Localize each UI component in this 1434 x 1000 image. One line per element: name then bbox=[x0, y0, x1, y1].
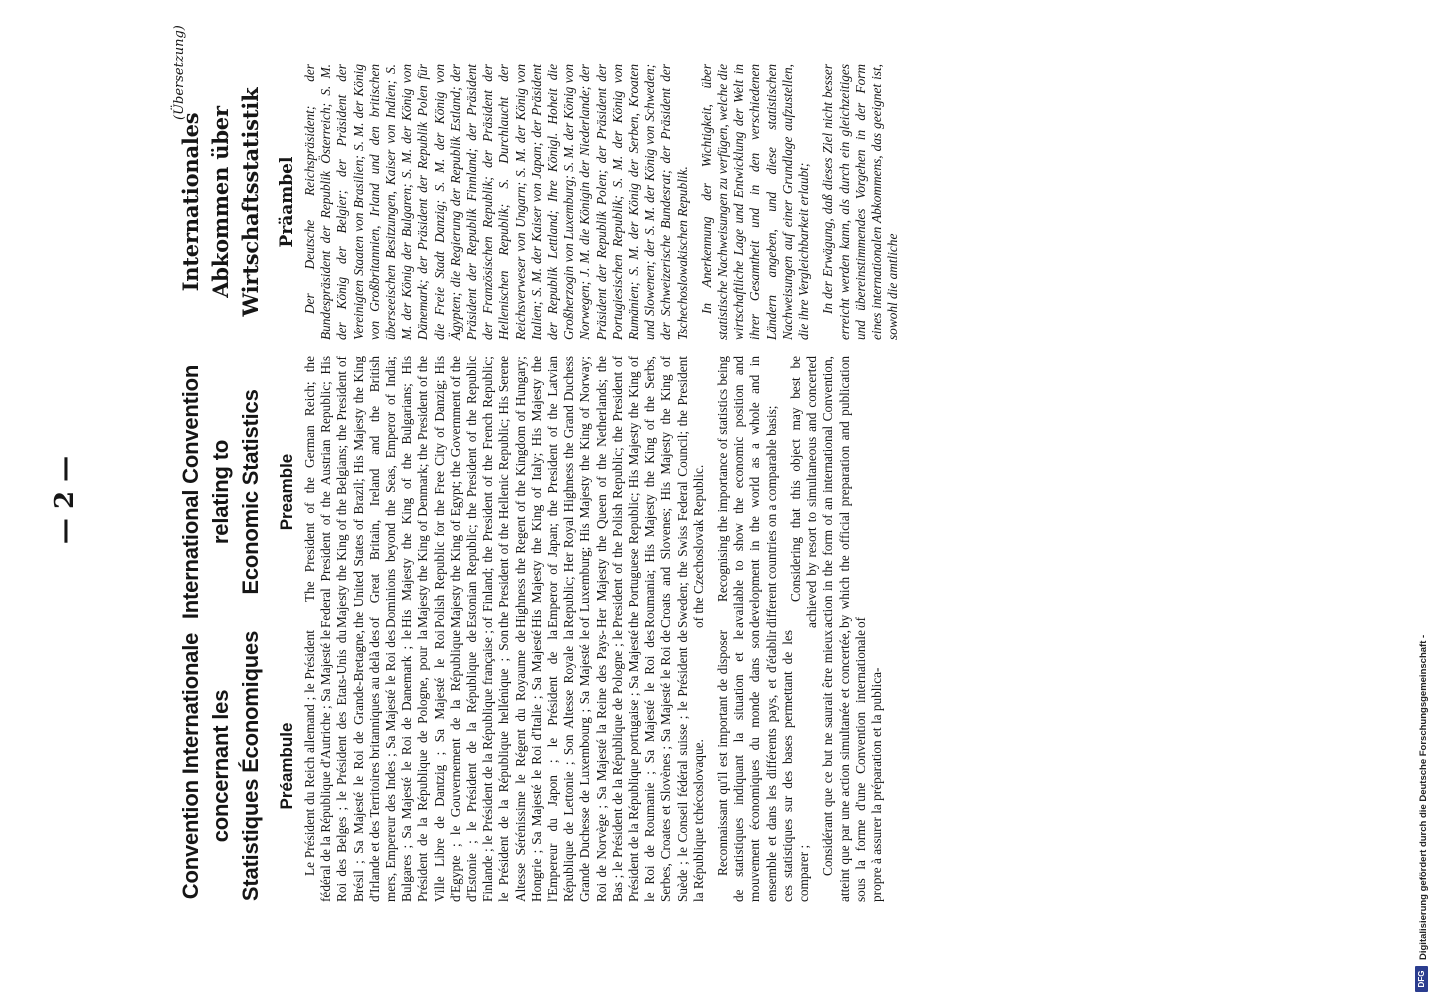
german-paragraph: Der Deutsche Reichspräsident; der Bundespräsident der Republik Österreich; S. M. der König der Belgier; der Präsident der Vereinigten Staaten von Brasilien; S. M. der König von Großbritannien, Irland und den britischen überseeischen Besitzungen, Kaiser von Indien; S. M. der König der Bulgaren; S. M. der König von Dänemark; der Präsident der Republik Polen für die Freie Stadt Danzig; S. M. der König von Ägypten; die Regierung der Republik Estland; der Präsident der Republik Finnland; der Präsident der Französischen Republik; der Präsident der Hellenischen Republik; S. Durchlaucht der Reichsverweser von Ungarn; S. M. der König von Italien; S. M. der Kaiser von Japan; der Präsident der Republik Lettland; Ihre Königl. Hoheit die Großherzogin von Luxemburg; S. M. der König von Norwegen; J. M. die Königin der Niederlande; der Präsident der Republik Polen; der Präsident der Portugiesischen Republik; S. M. der König von Rumänien; S. M. der König der Serben, Kroaten und Slowenen; der S. M. der König von Schweden; der Schweizerische Bundesrat; der Präsident der Tschechoslowakischen Republik. bbox=[302, 64, 690, 340]
french-title-line: concernant les bbox=[208, 689, 233, 843]
page-number: — 2 — bbox=[50, 455, 80, 545]
translation-note: (Übersetzung) bbox=[172, 25, 187, 120]
german-paragraph: In der Erwägung, daß dieses Ziel nicht besser erreicht werden kann, als durch ein gleichzeitiges und übereinstimmendes Vorgehen in der Form eines internationalen Abkommens, das geeignet ist, sowohl die amtliche bbox=[820, 64, 901, 340]
german-paragraph: In Anerkennung der Wichtigkeit, über statistische Nachweisungen zu verfügen, welche die wirtschaftliche Lage und Entwicklung der Welt in ihrer Gesamtheit und in den verschiedenen Ländern angeben, und diese statistischen Nachweisungen auf einer Grundlage aufzustellen, die ihre Vergleichbarkeit erlaubt; bbox=[698, 64, 812, 340]
german-title bbox=[176, 64, 266, 340]
german-column bbox=[176, 64, 909, 340]
french-preamble-heading: Préambule bbox=[277, 722, 296, 810]
french-paragraph: Le Président du Reich allemand ; le Président fédéral de la République d'Autriche ; Sa Majesté le Roi des Belges ; le Président des Etats-Unis du Brésil ; Sa Majesté le Roi de Grande-Bretagne, d'Irlande et des Territoires britanniques au delà des mers, Empereur des Indes ; Sa Majesté le Roi des Bulgares ; Sa Majesté le Roi de Danemark ; le Président de la République de Pologne, pour la Ville Libre de Dantzig ; Sa Majesté le Roi d'Egypte ; le Gouvernement de la République d'Estonie ; le Président de la République de Finlande ; le Président de la République française ; le Président de la République hellénique ; Son Altesse Sérénissime le Régent du Royaume de Hongrie ; Sa Majesté le Roi d'Italie ; Sa Majesté l'Empereur du Japon ; le Président de la République de Lettonie ; Son Altesse Royale la Grande Duchesse de Luxembourg ; Sa Majesté le Roi de Norvège ; Sa Majesté la Reine des Pays-Bas ; le Président de la République de Pologne ; le Président de la République portugaise ; Sa Majesté le Roi de Roumanie ; Sa Majesté le Roi des Serbes, Croates et Slovènes ; Sa Majesté le Roi de Suède ; le Conseil fédéral suisse ; le Président de la République tchécoslovaque. bbox=[302, 630, 706, 902]
german-preamble-heading: Präambel bbox=[277, 156, 297, 248]
french-title-line: Convention Internationale bbox=[178, 632, 203, 900]
german-title-line: Internationales bbox=[178, 112, 203, 292]
french-column bbox=[176, 630, 893, 902]
french-paragraph: Reconnaissant qu'il est important de disposer de statistiques indiquant la situation et le mouvement économiques du monde dans son ensemble et dans les différents pays, et d'établir ces statistiques sur des bases permettant de les comparer ; bbox=[715, 630, 812, 902]
english-title-line: relating to bbox=[208, 439, 233, 545]
english-title-line: Economic Statistics bbox=[238, 389, 263, 595]
footer-text: Digitalisierung gefördert durch die Deutsche Forschungsgemeinschaft - bbox=[1418, 634, 1429, 960]
english-preamble-heading: Preamble bbox=[277, 453, 296, 531]
dfg-logo: DFG bbox=[1415, 966, 1428, 992]
english-paragraph: The President of the German Reich; the Federal President of the Austrian Republic; His Majesty the King of the Belgians; the President of the United States of Brazil; His Majesty the King of Great Britain, Ireland and the British Dominions beyond the Seas, Emperor of India; His Majesty the King of the Bulgarians; His Majesty the King of Denmark; the President of the Polish Republic for the Free City of Danzig; His Majesty the King of Egypt; the Government of the Estonian Republic; the President of the Republic of Finland; the President of the French Republic; the President of the Hellenic Republic; His Serene Highness the Regent of the Kingdom of Hungary; His Majesty the King of Italy; His Majesty the Emperor of Japan; the President of the Latvian Republic; Her Royal Highness the Grand Duchess of Luxemburg; His Majesty the King of Norway; Her Majesty the Queen of the Netherlands; the President of the Polish Republic; the President of the Portuguese Republic; His Majesty the King of Roumania; His Majesty the King of the Serbs, Croats and Slovenes; His Majesty the King of Sweden; the Swiss Federal Council; the President of the Czechoslovak Republic. bbox=[302, 356, 706, 628]
french-paragraph: Considérant que ce but ne saurait être mieux atteint que par une action simultanée et concertée, sous la forme d'une Convention internationale propre à assurer la préparation et la publica- bbox=[820, 630, 884, 902]
english-title-line: International Convention bbox=[178, 364, 203, 620]
english-title bbox=[176, 356, 266, 628]
english-paragraph: Recognising the importance of statistics being available to show the economic position and development in the world as a whole and in different countries on a comparable basis; bbox=[715, 356, 779, 628]
german-title-line: Abkommen über bbox=[208, 106, 233, 298]
french-title-line: Statistiques Économiques bbox=[238, 630, 263, 902]
german-title-line: Wirtschaftsstatistik bbox=[238, 87, 263, 317]
english-column bbox=[176, 356, 877, 628]
french-title bbox=[176, 630, 266, 902]
english-paragraph: Considering that this object may best be achieved by resort to simultaneous and concerted action in the form of an international Convention, by which the official preparation and publication of bbox=[787, 356, 868, 628]
